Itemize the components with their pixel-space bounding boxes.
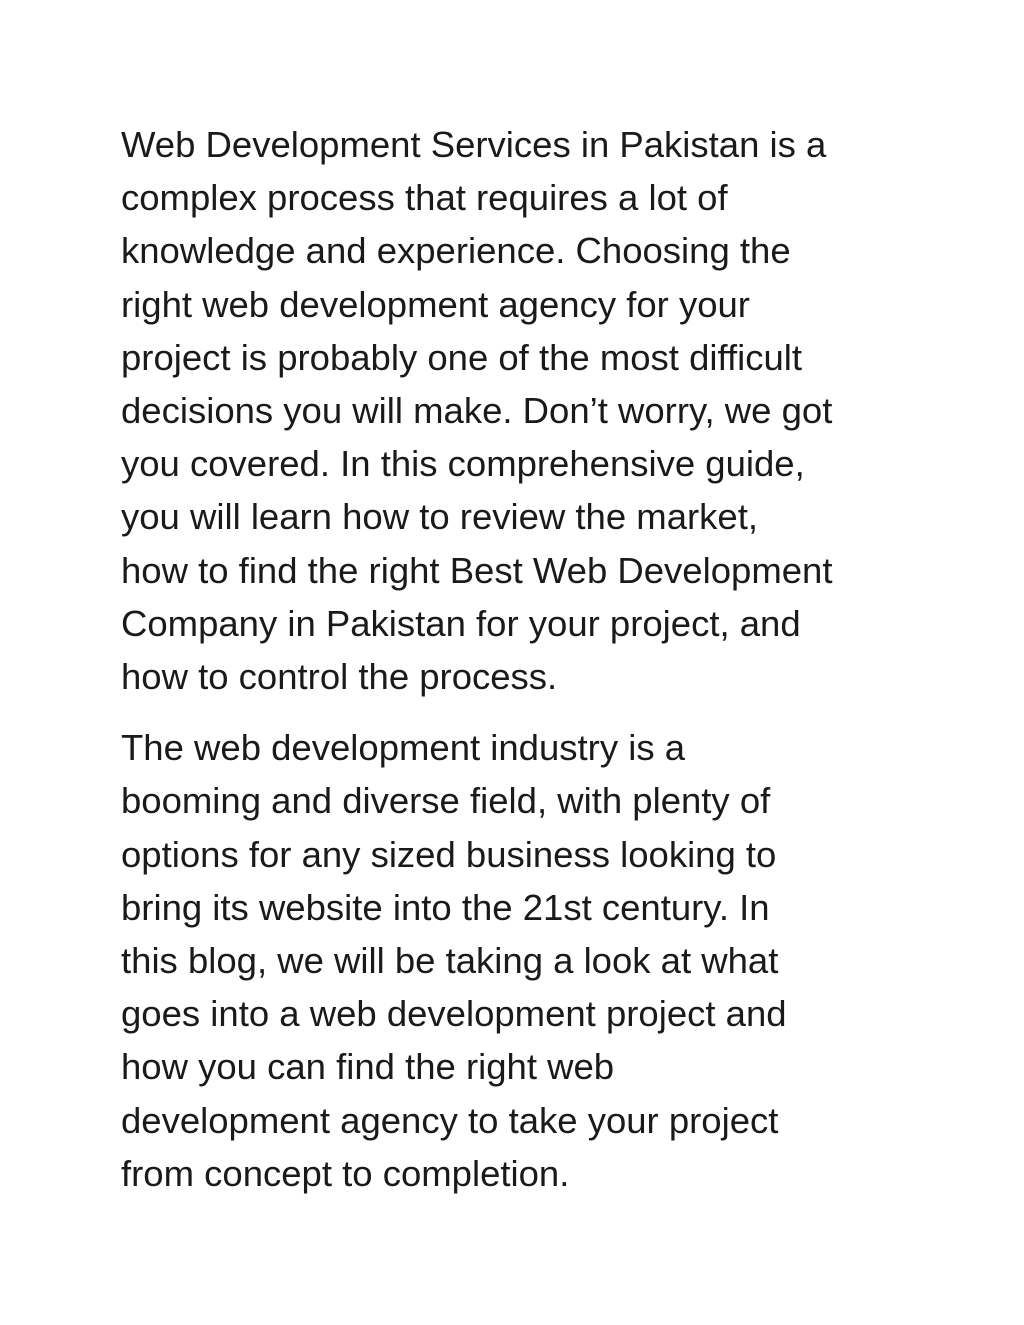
text-line: how to find the right Best Web Development (121, 549, 833, 591)
text-line: this blog, we will be taking a look at what (121, 940, 779, 982)
text-line: goes into a web development project and (121, 993, 787, 1035)
text-line: how you can find the right web (121, 1046, 615, 1088)
document-page (121, 118, 921, 1200)
text-line: complex process that requires a lot of (121, 177, 728, 219)
text-line: decisions you will make. Don’t worry, we got (121, 390, 833, 432)
text-line: project is probably one of the most difficult (121, 336, 803, 378)
paragraph-intro (121, 118, 921, 703)
text-line: development agency to take your project (121, 1099, 779, 1141)
paragraph-industry (121, 721, 921, 1200)
text-line: Web Development Services in Pakistan is a (121, 124, 827, 165)
text-line: Company in Pakistan for your project, and (121, 602, 801, 644)
text-line: knowledge and experience. Choosing the (121, 230, 791, 272)
text-line: booming and diverse field, with plenty of (121, 780, 771, 822)
text-line: you covered. In this comprehensive guide, (121, 443, 805, 485)
text-line: you will learn how to review the market, (121, 496, 758, 538)
text-line: how to control the process. (121, 656, 558, 698)
text-line: right web development agency for your (121, 283, 750, 325)
text-line: The web development industry is a (121, 727, 686, 769)
text-line: from concept to completion. (121, 1152, 570, 1194)
text-line: bring its website into the 21st century. In (121, 886, 770, 928)
text-line: options for any sized business looking to (121, 833, 777, 875)
